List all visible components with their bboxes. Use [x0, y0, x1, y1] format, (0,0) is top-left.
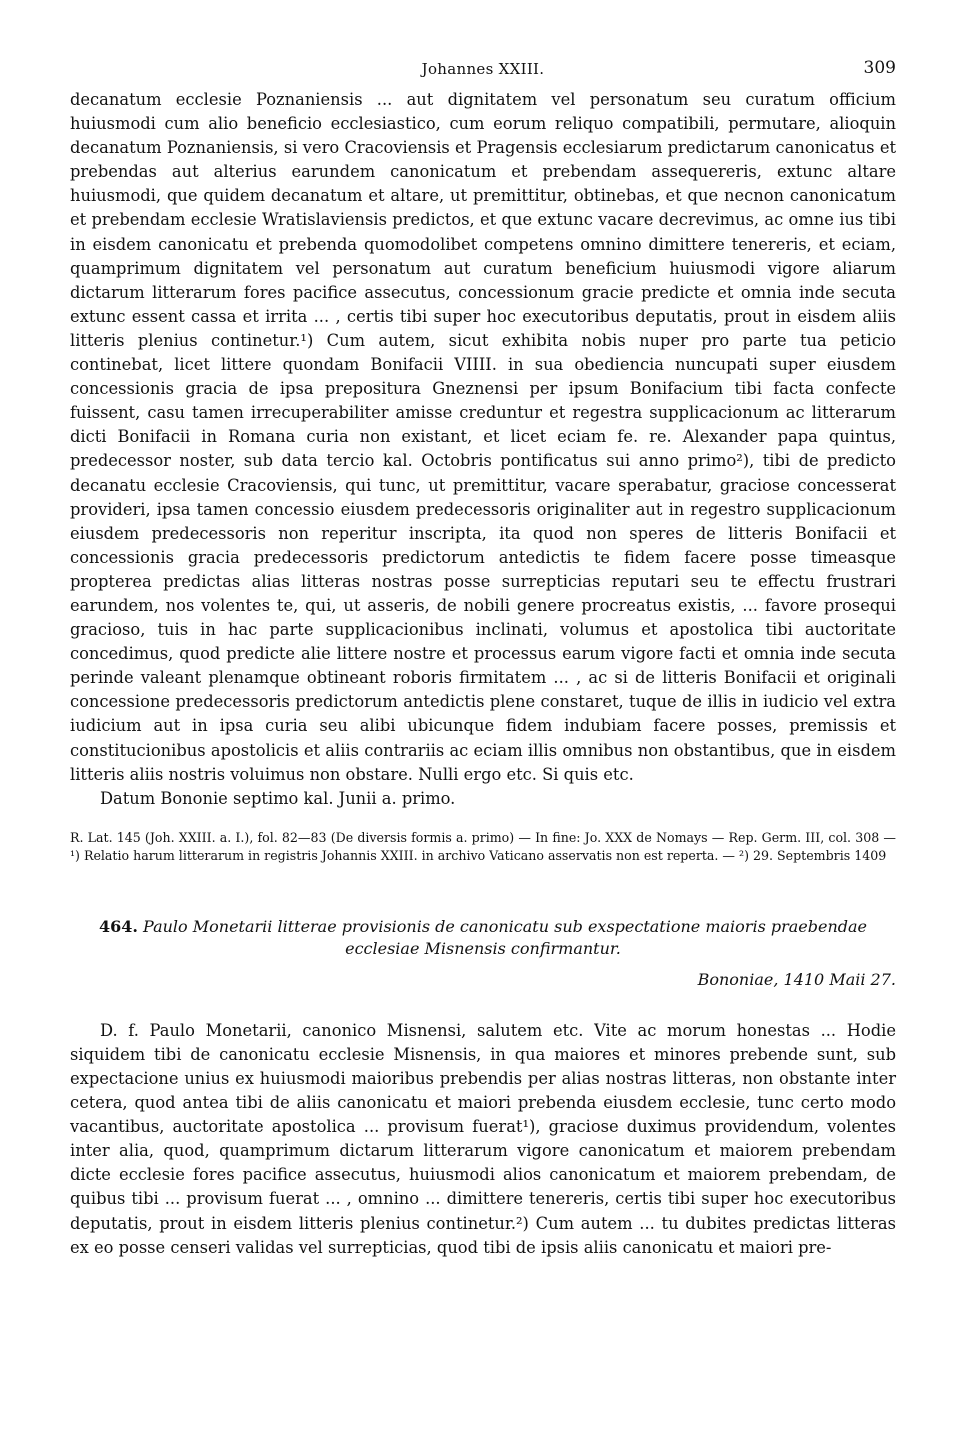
document-464-heading — [70, 916, 896, 960]
regest-text: Paulo Monetarii litterae provisionis de canonicatu sub exspectatione maioris praebendae ecclesiae Misnensis confirmantur. — [143, 916, 868, 958]
running-title: Johannes XXIII. — [421, 60, 545, 78]
running-head — [70, 54, 896, 88]
page — [70, 54, 896, 1260]
place-date: Bononiae, 1410 Maii 27. — [697, 969, 896, 989]
paragraph: decanatum ecclesie Poznaniensis ... aut dignitatem vel personatum seu curatum officium huiusmodi cum alio beneficio ecclesiastico, cum eorum reliquo compatibili, permutare, alioquin decanatum Poznaniensis, si vero Cracoviensis et Pragensis ecclesiarum predictarum canonicatus et prebendas aut alterius earundem canonicatum et prebendam assequereris, extunc altare huiusmodi, que quidem decanatum et altare, ut premittitur, obtinebas, et que necnon canonicatum et prebendam ecclesie Wratislaviensis predictos, et que extunc vacare decrevimus, ac omne ius tibi in eisdem canonicatu et prebenda quomodolibet competens omnino dimittere tenereris, et eciam, quamprimum dignitatem vel personatum aut curatum beneficium huiusmodi vigore aliarum dictarum litterarum fores pacifice assecutus, concessionum gracie predicte et omnia inde secuta extunc essent cassa et irrita ... , certis tibi super hoc executoribus deputatis, prout in eisdem aliis litteris plenius continetur.¹) Cum autem, sicut exhibita nobis nuper pro parte tua peticio continebat, licet littere quondam Bonifacii VIIII. in sua obediencia nuncupati super eiusdem concessionis gracia de ipsa prepositura Gneznensi per ipsum Bonifacium tibi facta confecte fuissent, casu tamen irrecuperabiliter amisse creduntur et regestra supplicacionum ac litterarum dicti Bonifacii in Romana curia non existant, et licet eciam fe. re. Alexander papa quintus, predecessor noster, sub data tercio kal. Octobris pontificatus sui anno primo²), tibi de predicto decanatu ecclesie Cracoviensis, qui tunc, ut premittitur, vacare sperabatur, graciose concesserat provideri, ipsa tamen concessio eiusdem predecessoris originaliter aut in regestro supplicacionum eiusdem predecessoris non reperitur inscripta, ita quod non speres de litteris Bonifacii et concessionis gracia predecessoris predictorum antedictis te fidem facere posse timeasque propterea predictas alias litteras nostras posse surrepticias reputari seu te effectu frustrari earundem, nos volentes te, qui, ut asseris, de nobili genere procreatus existis, ... favore prosequi gracioso, tuis in hac parte supplicacionibus inclinati, volumus et apostolica tibi auctoritate concedimus, quod predicte alie littere nostre et processus earum vigore facti et omnia inde secuta perinde valeant plenamque obtineant roboris firmitatem ... , ac si de litteris Bonifacii et originali concessione predecessoris predictorum antedictis plene constaret, tuque de illis in iudicio vel extra iudicium aut in ipsa curia seu alibi ubicunque fidem indubiam facere posses, premissis et constitucionibus apostolicis et aliis contrariis ac eciam illis omnibus non obstantibus, que in eisdem litteris aliis nostris voluimus non obstare. Nulli ergo etc. Si quis etc. — [70, 90, 896, 784]
document-number: 464. — [98, 916, 138, 936]
dating-clause: Datum Bononie septimo kal. Junii a. primo. — [100, 788, 456, 808]
notes-text: R. Lat. 145 (Joh. XXIII. a. I.), fol. 82—83 (De diversis formis a. primo) — In fine: Jo. XXX de Nomays — Rep. Germ. III, col. 308 — ¹) Relatio harum litterarum in registris Johannis XXIII. in archivo Vaticano asservatis non est reperta. — ²) 29. Septembris 1409 — [70, 829, 896, 864]
paragraph: D. f. Paulo Monetarii, canonico Misnensi, salutem etc. Vite ac morum honestas ... Hodie siquidem tibi de canonicatu ecclesie Misnensis, in qua maiores et minores prebende sunt, sub expectacione unius ex huiusmodi maioribus prebendis per alias nostras litteras, non obstante inter cetera, quod antea tibi de aliis canonicatu et maiori prebenda eiusdem ecclesie, tunc certo modo vacantibus, auctoritate apostolica ... provisum fuerat¹), graciose duximus providendum, volentes inter alia, quod, quamprimum dictarum litterarum vigore canonicatum et maiorem prebendam dicte ecclesie fores pacifice assecutus, huiusmodi alios canonicatum et maiorem prebendam, de quibus tibi ... provisum fuerat ... , omnino ... dimittere tenereris, certis tibi super hoc executoribus deputatis, prout in eisdem litteris plenius continetur.²) Cum autem ... tu dubites predictas litteras ex eo posse censeri validas vel surrepticias, quod tibi de ipsis aliis canonicatu et maiori pre- — [70, 1020, 896, 1257]
document-463-text — [70, 88, 896, 811]
document-464-text — [70, 1019, 896, 1260]
page-number: 309 — [863, 58, 896, 78]
apparatus-notes — [70, 829, 896, 866]
